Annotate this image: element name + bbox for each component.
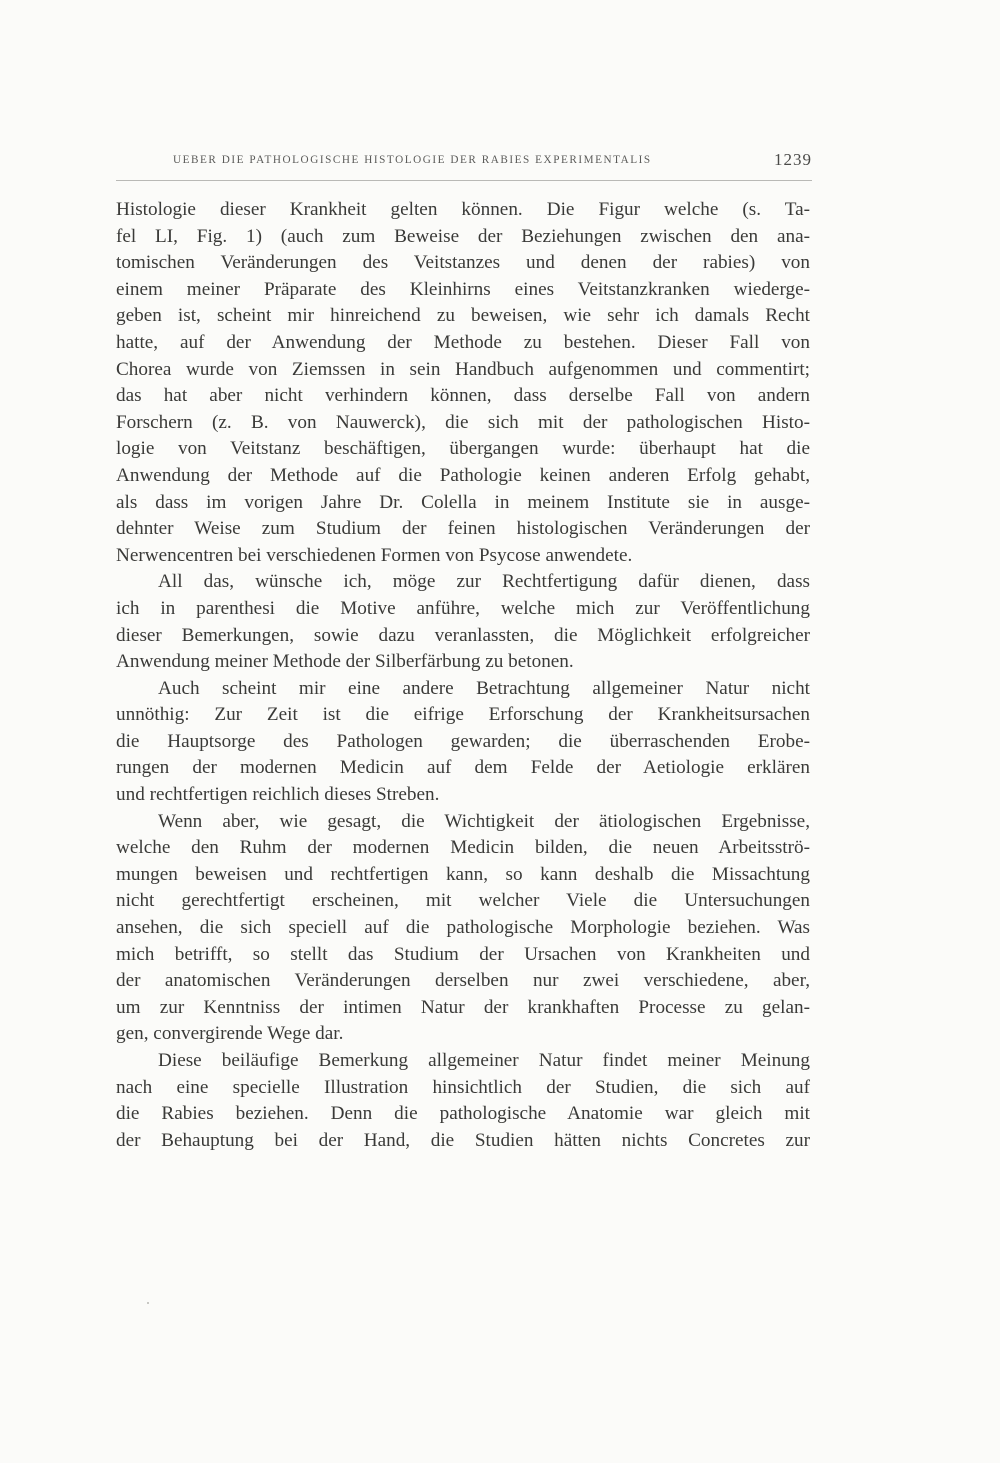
text-line: fel LI, Fig. 1) (auch zum Beweise der Beziehungen zwischen den ana-	[116, 225, 810, 247]
text-line: um zur Kenntniss der intimen Natur der krankhaften Processe zu gelan-	[116, 996, 810, 1018]
text-line: tomischen Veränderungen des Veitstanzes und denen der rabies) von	[116, 252, 810, 274]
text-line: einem meiner Präparate des Kleinhirns eines Veitstanzkranken wiederge-	[116, 278, 810, 300]
text-line: logie von Veitstanz beschäftigen, übergangen wurde: überhaupt hat die	[116, 438, 810, 460]
text-line: Forschern (z. B. von Nauwerck), die sich mit der pathologischen Histo-	[116, 411, 810, 433]
text-line: der anatomischen Veränderungen derselben nur zwei verschiedene, aber,	[116, 970, 810, 992]
text-line: ich in parenthesi die Motive anführe, welche mich zur Veröffentlichung	[116, 597, 810, 619]
text-line: nicht gerechtfertigt erscheinen, mit welcher Viele die Untersuchungen	[116, 890, 810, 912]
text-line: mich betrifft, so stellt das Studium der Ursachen von Krankheiten und	[116, 943, 810, 965]
text-line: ansehen, die sich speciell auf die pathologische Morphologie beziehen. Was	[116, 917, 810, 939]
paragraph	[116, 569, 810, 675]
paragraph	[116, 1048, 810, 1154]
text-line: welche den Ruhm der modernen Medicin bilden, die neuen Arbeitsströ-	[116, 837, 810, 859]
text-line: mungen beweisen und rechtfertigen kann, so kann deshalb die Missachtung	[116, 863, 810, 885]
header-rule	[116, 180, 812, 181]
text-line: nach eine specielle Illustration hinsichtlich der Studien, die sich auf	[116, 1076, 810, 1098]
paragraph	[116, 197, 810, 569]
text-line: die Hauptsorge des Pathologen gewarden; die überraschenden Erobe-	[116, 730, 810, 752]
text-line: Anwendung meiner Methode der Silberfärbung zu betonen.	[116, 651, 574, 673]
text-line: Nerwencentren bei verschiedenen Formen von Psycose anwendete.	[116, 544, 633, 566]
text-line: unnöthig: Zur Zeit ist die eifrige Erforschung der Krankheitsursachen	[116, 704, 810, 726]
page-number: 1239	[774, 150, 812, 169]
paragraph	[116, 809, 810, 1048]
paragraph	[116, 676, 810, 809]
text-line: Chorea wurde von Ziemssen in sein Handbuch aufgenommen und commentirt;	[116, 358, 810, 380]
body-text	[116, 197, 810, 1154]
text-line: rungen der modernen Medicin auf dem Felde der Aetiologie erklären	[116, 757, 810, 779]
text-line: hatte, auf der Anwendung der Methode zu bestehen. Dieser Fall von	[116, 331, 810, 353]
text-line: Wenn aber, wie gesagt, die Wichtigkeit der ätiologischen Ergebnisse,	[158, 810, 810, 832]
text-line: das hat aber nicht verhindern können, dass derselbe Fall von andern	[116, 385, 810, 407]
text-line: und rechtfertigen reichlich dieses Streben.	[116, 784, 440, 806]
text-line: die Rabies beziehen. Denn die pathologische Anatomie war gleich mit	[116, 1103, 810, 1125]
text-line: der Behauptung bei der Hand, die Studien hätten nichts Concretes zur	[116, 1129, 810, 1151]
text-line: gen, convergirende Wege dar.	[116, 1023, 344, 1045]
running-title: UEBER DIE PATHOLOGISCHE HISTOLOGIE DER RABIES EXPERIMENTALIS	[173, 154, 652, 166]
text-line: All das, wünsche ich, möge zur Rechtfertigung dafür dienen, dass	[158, 571, 810, 593]
text-line: dieser Bemerkungen, sowie dazu veranlassten, die Möglichkeit erfolgreicher	[116, 624, 810, 646]
running-head	[116, 150, 812, 176]
text-line: Auch scheint mir eine andere Betrachtung allgemeiner Natur nicht	[158, 677, 810, 699]
text-line: Anwendung der Methode auf die Pathologie keinen anderen Erfolg gehabt,	[116, 464, 810, 486]
text-line: als dass im vorigen Jahre Dr. Colella in meinem Institute sie in ausge-	[116, 491, 810, 513]
text-line: geben ist, scheint mir hinreichend zu beweisen, wie sehr ich damals Recht	[116, 305, 810, 327]
stray-ink-mark	[147, 1302, 149, 1304]
text-line: Diese beiläufige Bemerkung allgemeiner Natur findet meiner Meinung	[158, 1050, 810, 1071]
text-line: Histologie dieser Krankheit gelten können. Die Figur welche (s. Ta-	[116, 199, 810, 220]
text-line: dehnter Weise zum Studium der feinen histologischen Veränderungen der	[116, 518, 810, 540]
